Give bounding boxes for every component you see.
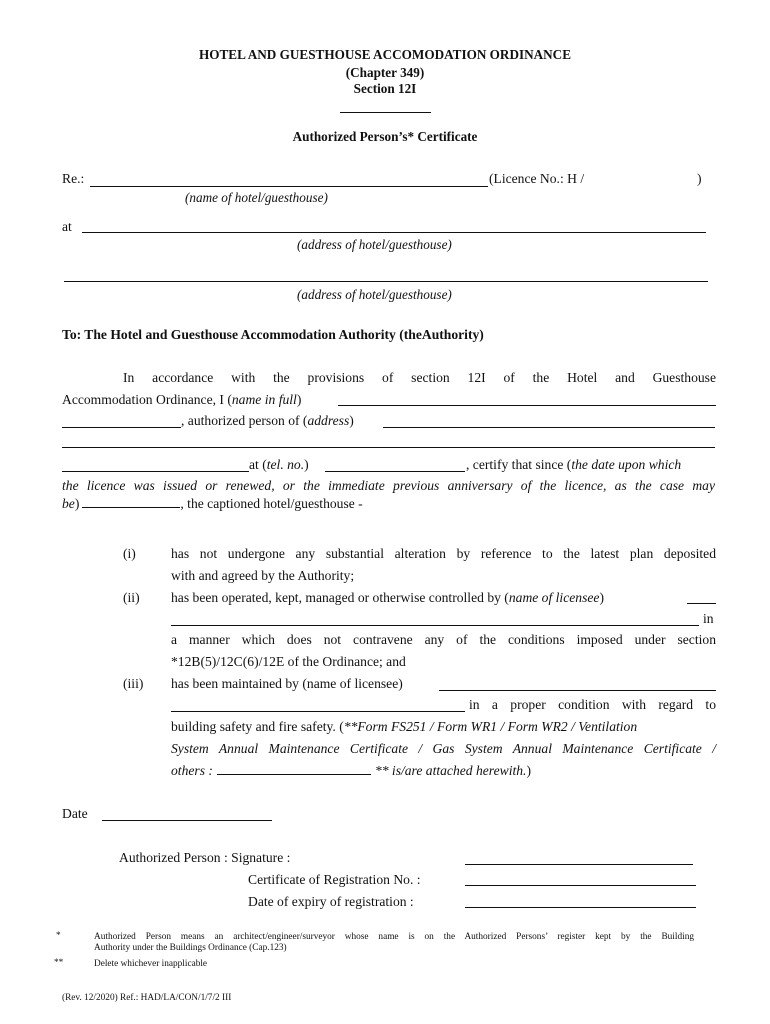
maintainer-name-field-2[interactable] [171,711,465,712]
item-iii-line-3: building safety and fire safety. (**Form FS251 / Form WR1 / Form WR2 / Ventilation [171,719,638,734]
certificate-title: Authorized Person’s* Certificate [292,129,478,144]
revision-reference: (Rev. 12/2020) Ref.: HAD/LA/CON/1/7/2 III [62,993,232,1003]
since-date-field[interactable] [82,495,180,508]
item-iii-line-5: others : ** is/are attached herewith.) [171,763,531,778]
document-title: HOTEL AND GUESTHOUSE ACCOMODATION ORDINANCE [199,47,571,62]
date-label: Date [62,806,88,821]
item-ii-line-1: has been operated, kept, managed or otherwise controlled by (name of licensee) [171,590,604,605]
to-authority-line: To: The Hotel and Guesthouse Accommodation Authority (theAuthority) [62,327,484,342]
registration-no-label: Certificate of Registration No. : [248,872,421,887]
address-caption-2: (address of hotel/guesthouse) [297,287,452,302]
item-iii-number: (iii) [123,676,144,691]
address-field-1[interactable] [82,232,706,233]
item-i-line-1: has not undergone any substantial alteration by reference to the latest plan deposited [171,546,716,561]
footnote-star-text-2: Authority under the Buildings Ordinance (Cap.123) [94,943,287,953]
title-divider [340,112,431,113]
ap-signature-label: Authorized Person : Signature : [119,850,291,865]
licence-close: ) [697,171,702,186]
chapter-label: (Chapter 349) [345,65,425,80]
item-ii-line-3: a manner which does not contravene any of the conditions imposed under section [171,632,716,647]
body-line-6: the licence was issued or renewed, or the immediate previous anniversary of the licence, as the case may [62,478,715,493]
item-iii-line-4: System Annual Maintenance Certificate / Gas System Annual Maintenance Certificate / [171,741,716,756]
ap-address-field[interactable] [383,427,715,428]
footnote-double-star-text: Delete whichever inapplicable [94,959,208,969]
footnote-star-text-1: Authorized Person means an architect/engineer/surveyor whose name is on the Authorized Persons’ register kept by the Building [94,932,694,942]
footnote-double-star: ** [54,958,64,968]
expiry-date-field[interactable] [465,907,696,908]
licence-label: (Licence No.: H / [489,171,585,186]
item-i-line-2: with and agreed by the Authority; [171,568,355,583]
body-line-5a: at (tel. no.) [249,457,309,472]
item-ii-line-2: in [703,611,714,626]
expiry-date-label: Date of expiry of registration : [248,894,414,909]
item-i-number: (i) [123,546,136,561]
tel-no-field[interactable] [325,471,465,472]
signature-field[interactable] [465,864,693,865]
licensee-name-field-2[interactable] [171,625,699,626]
registration-no-field[interactable] [465,885,696,886]
item-iii-line-2: in a proper condition with regard to [469,697,716,712]
re-label: Re.: [62,171,85,186]
full-name-field-cont[interactable] [62,427,181,428]
date-field[interactable] [102,820,272,821]
ap-address-field-3[interactable] [62,471,249,472]
body-line-5b: , certify that since (the date upon which [466,457,682,472]
body-line-7: be) , the captioned hotel/guesthouse - [62,496,363,511]
address-field-2[interactable] [64,281,708,282]
body-line-1: In accordance with the provisions of section 12I of the Hotel and Guesthouse [123,370,716,385]
item-ii-line-4: *12B(5)/12C(6)/12E of the Ordinance; and [171,654,406,669]
ap-address-field-2[interactable] [62,447,715,448]
hotel-name-caption: (name of hotel/guesthouse) [185,190,328,205]
at-label: at [62,219,72,234]
licensee-name-field[interactable] [687,603,716,604]
footnote-star: * [56,931,61,941]
body-line-3: , authorized person of (address) [181,413,354,428]
section-label: Section 12I [353,81,417,96]
full-name-field[interactable] [338,405,716,406]
item-ii-number: (ii) [123,590,140,605]
others-field[interactable] [217,762,371,775]
item-iii-line-1: has been maintained by (name of licensee) [171,676,403,691]
maintainer-name-field[interactable] [439,690,716,691]
body-line-2: Accommodation Ordinance, I (name in full) [62,392,302,407]
hotel-name-field[interactable] [90,186,488,187]
address-caption-1: (address of hotel/guesthouse) [297,237,452,252]
